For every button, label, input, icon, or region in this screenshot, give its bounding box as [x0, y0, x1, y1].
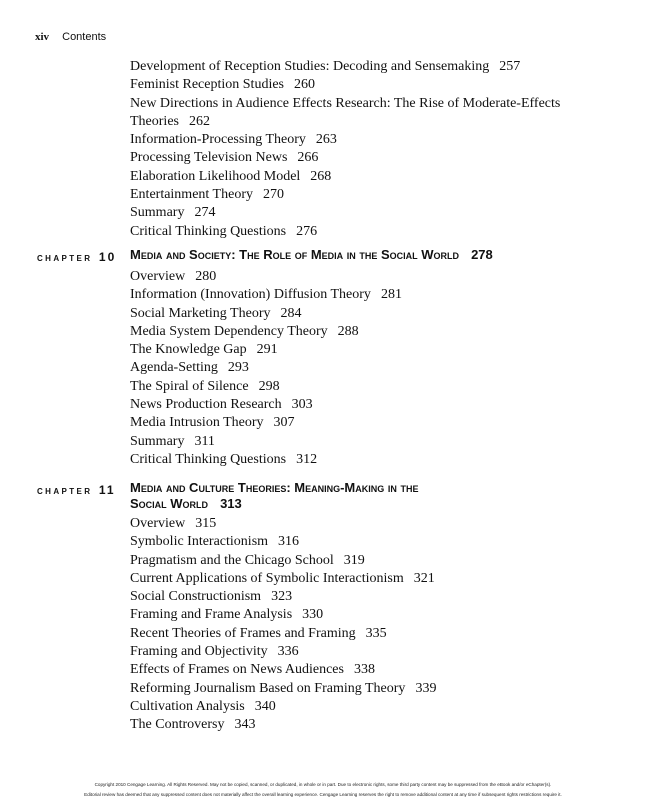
toc-entry-title: Effects of Frames on News Audiences	[130, 662, 344, 678]
toc-entry	[130, 414, 610, 432]
toc-entry	[130, 305, 610, 323]
toc-entry-title: Media System Dependency Theory	[130, 323, 328, 339]
toc-entry-title: Elaboration Likelihood Model	[130, 168, 301, 184]
toc-entry-title: Recent Theories of Frames and Framing	[130, 625, 356, 641]
toc-entry-title: Development of Reception Studies: Decoding and Sensemaking	[130, 59, 490, 74]
toc-entry-title: Framing and Frame Analysis	[130, 607, 293, 623]
toc-entry-page: 257	[499, 59, 521, 74]
toc-entry	[130, 625, 610, 643]
toc-entry-page: 338	[353, 662, 375, 678]
toc-entry	[130, 204, 610, 222]
toc-entry-title: Overview	[130, 269, 186, 284]
toc-entry-title: News Production Research	[130, 397, 282, 413]
toc-entry-page: 330	[302, 607, 324, 623]
toc-entry-title: Entertainment Theory	[130, 187, 253, 203]
toc-entry-page: 339	[415, 680, 437, 696]
toc-entry-page: 316	[278, 534, 300, 550]
toc-entry	[130, 58, 610, 76]
toc-entry-title: Summary	[130, 205, 185, 221]
toc-entry-page: 280	[195, 269, 217, 284]
toc-entry	[130, 533, 610, 551]
toc-entry-page: 335	[365, 625, 387, 641]
toc-entry-title: Information (Innovation) Diffusion Theory	[130, 287, 371, 303]
toc-entry-page: 312	[296, 451, 318, 467]
toc-entry-title: Critical Thinking Questions	[130, 451, 287, 467]
toc-entry	[130, 451, 610, 469]
toc-entry-page: 291	[256, 342, 278, 358]
toc-entry-title: Cultivation Analysis	[130, 698, 245, 714]
toc-entry-title: Information-Processing Theory	[130, 132, 306, 148]
chapter-11-page: 313	[220, 496, 242, 511]
toc-entry-page: 340	[254, 698, 276, 714]
running-title: Contents	[62, 31, 107, 43]
toc-entry-title: Reforming Journalism Based on Framing Theory	[130, 680, 406, 696]
toc-entry-page: 266	[297, 150, 319, 166]
toc-entry-title: Agenda-Setting	[130, 360, 218, 376]
toc-entry-title: Symbolic Interactionism	[130, 534, 269, 550]
toc-entry-title: Processing Television News	[130, 150, 288, 166]
toc-entry-page: 315	[195, 516, 217, 531]
toc-entry-title: Summary	[130, 433, 185, 449]
toc-entry-page: 276	[296, 223, 318, 239]
toc-entry	[130, 268, 610, 286]
toc-entry-title: Current Applications of Symbolic Interactionism	[130, 570, 404, 586]
toc-entry	[130, 698, 610, 716]
toc-entry	[130, 186, 610, 204]
toc-entry-page: 260	[294, 77, 315, 93]
toc-entry-title: Pragmatism and the Chicago School	[130, 552, 334, 568]
toc-entry-page: 307	[273, 415, 295, 431]
toc-entry	[130, 680, 610, 698]
toc-entry	[130, 643, 610, 661]
toc-entry-page: 343	[234, 717, 256, 733]
toc-entry	[130, 359, 610, 377]
chapter-10-page: 278	[471, 247, 493, 262]
toc-entry	[130, 149, 610, 167]
toc-entry-page: 263	[315, 132, 337, 148]
toc-entry-title: The Controversy	[130, 717, 225, 733]
toc-entry-title: Media Intrusion Theory	[130, 415, 264, 431]
running-header	[35, 31, 106, 43]
toc-entries-chapter11	[130, 515, 610, 735]
toc-entry	[130, 131, 610, 149]
toc-entry	[130, 286, 610, 304]
toc-entries-chapter10	[130, 268, 610, 469]
toc-entry	[130, 95, 610, 132]
toc-entry	[130, 323, 610, 341]
toc-entry-page: 323	[271, 589, 293, 605]
toc-entry-page: 274	[194, 205, 216, 221]
toc-entry-title: New Directions in Audience Effects Research: The Rise of Moderate-Effects Theories	[130, 95, 561, 129]
chapter-11-title: Media and Culture Theories: Meaning-Making in the Social World 313	[130, 480, 419, 511]
toc-entry-page: 298	[258, 378, 280, 394]
toc-entry	[130, 223, 610, 241]
page-number: xiv	[35, 31, 50, 43]
toc-entry	[130, 570, 610, 588]
toc-entry-page: 262	[188, 113, 210, 129]
toc-entry-title: The Knowledge Gap	[130, 342, 247, 358]
toc-entry-page: 311	[194, 433, 215, 449]
toc-entry	[130, 341, 610, 359]
chapter-11-label: CHAPTER 11	[37, 483, 116, 497]
toc-entry	[130, 515, 610, 533]
chapter-10-label: CHAPTER 10	[37, 250, 117, 264]
toc-entry	[130, 433, 610, 451]
toc-entry-page: 319	[343, 552, 365, 568]
toc-entry-title: Feminist Reception Studies	[130, 77, 284, 93]
toc-entry-title: Framing and Objectivity	[130, 644, 268, 660]
toc-entry	[130, 168, 610, 186]
toc-entry-page: 336	[277, 644, 299, 660]
toc-entry-page: 293	[227, 360, 249, 376]
toc-entry	[130, 588, 610, 606]
toc-entry-page: 288	[337, 323, 359, 339]
copyright-footer: Copyright 2010 Cengage Learning. All Rights Reserved. May not be copied, scanned, or duplicated, in whole or in part. Due to electronic rights, some third party content may be suppressed from the eBook and/or eChapter(s). Editorial review has deemed that any suppressed content does not materially affect the overall learning experience. Cengage Learning reserves the right to remove additional content at any time if subsequent rights restrictions require it.	[84, 782, 562, 797]
toc-entry-page: 321	[413, 570, 435, 586]
toc-entry-page: 303	[291, 397, 313, 413]
toc-entry-title: Social Marketing Theory	[130, 305, 271, 321]
toc-entry	[130, 552, 610, 570]
toc-entries-chapter9-continued	[130, 58, 610, 241]
toc-entry	[130, 661, 610, 679]
toc-entry	[130, 378, 610, 396]
toc-entry-title: Critical Thinking Questions	[130, 223, 287, 239]
toc-entry-title: The Spiral of Silence	[130, 378, 249, 394]
toc-entry-title: Overview	[130, 516, 186, 531]
toc-entry	[130, 396, 610, 414]
toc-entry-page: 281	[380, 287, 402, 303]
toc-entry-page: 268	[310, 168, 332, 184]
toc-entry	[130, 716, 610, 734]
toc-entry	[130, 606, 610, 624]
chapter-10-title: Media and Society: The Role of Media in the Social World 278	[130, 247, 493, 262]
toc-entry-page: 284	[280, 305, 302, 321]
toc-entry	[130, 76, 610, 94]
toc-entry-title: Social Constructionism	[130, 589, 262, 605]
toc-entry-page: 270	[262, 187, 284, 203]
